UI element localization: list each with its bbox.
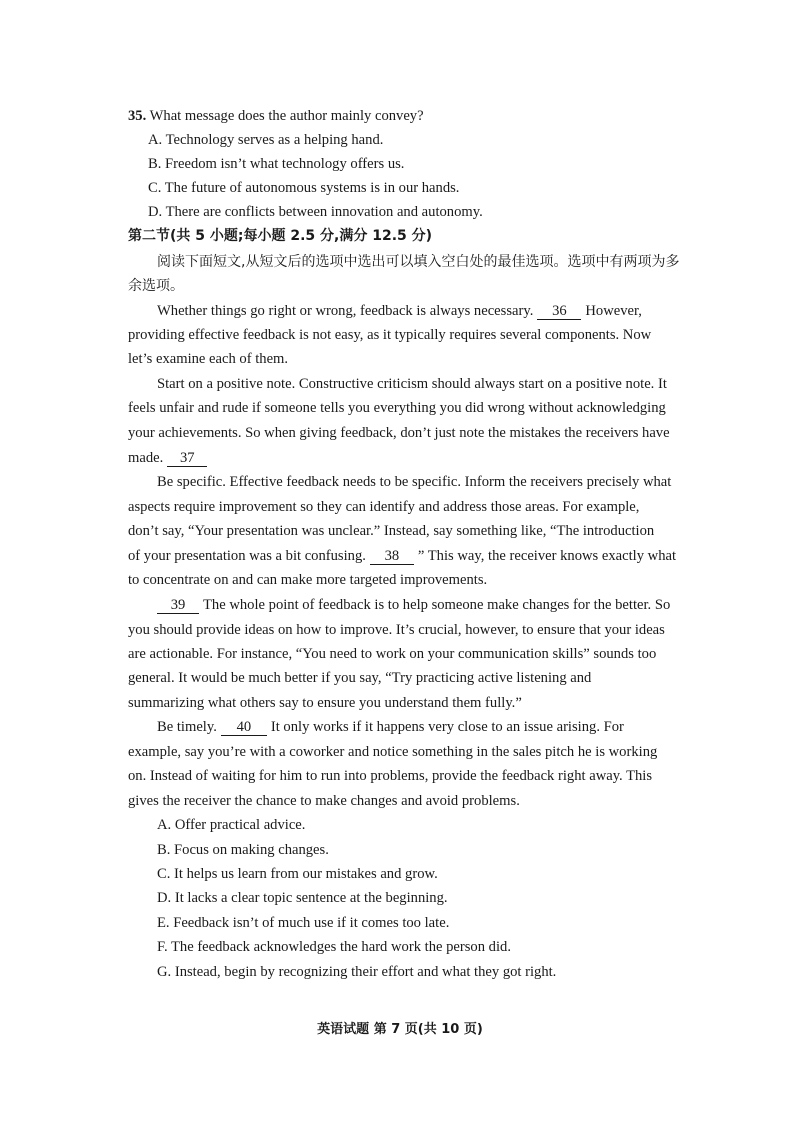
passage-text: Whether things go right or wrong, feedback is always necessary. bbox=[157, 303, 534, 319]
question-stem: What message does the author mainly convey? bbox=[146, 108, 424, 124]
option-d: D. It lacks a clear topic sentence at the beginning. bbox=[157, 890, 448, 906]
passage-p5-line2: example, say you’re with a coworker and notice something in the sales pitch he is working bbox=[128, 744, 658, 760]
blank-36: 36 bbox=[537, 303, 581, 320]
passage-p4-line4: general. It would be much better if you say, “Try practicing active listening and bbox=[128, 670, 592, 686]
passage-text: Be timely. bbox=[157, 719, 217, 735]
passage-p1-line2: providing effective feedback is not easy, as it typically requires several components. Now bbox=[128, 327, 652, 343]
section-instructions-line2: 余选项。 bbox=[128, 278, 184, 294]
blank-40: 40 bbox=[221, 719, 267, 736]
page-footer: 英语试题 第 7 页(共 10 页) bbox=[317, 1022, 483, 1037]
passage-p3-line2: aspects require improvement so they can identify and address those areas. For example, bbox=[128, 499, 640, 515]
blank-37: 37 bbox=[167, 450, 207, 467]
passage-p5-line3: on. Instead of waiting for him to run into problems, provide the feedback right away. This bbox=[128, 768, 653, 784]
option-g: G. Instead, begin by recognizing their effort and what they got right. bbox=[157, 964, 557, 980]
passage-text: However, bbox=[585, 303, 642, 319]
option-b: B. Focus on making changes. bbox=[157, 842, 329, 858]
passage-p3-line5: to concentrate on and can make more targeted improvements. bbox=[128, 572, 488, 588]
passage-p5-line1 bbox=[157, 717, 624, 737]
section-instructions-line1: 阅读下面短文,从短文后的选项中选出可以填入空白处的最佳选项。选项中有两项为多 bbox=[157, 254, 680, 270]
option-e: E. Feedback isn’t of much use if it comes too late. bbox=[157, 915, 450, 931]
question-35 bbox=[128, 106, 424, 126]
section-heading: 第二节(共 5 小题;每小题 2.5 分,满分 12.5 分) bbox=[128, 228, 433, 244]
passage-p2-line3: your achievements. So when giving feedback, don’t just note the mistakes the receivers have bbox=[128, 425, 670, 441]
passage-text: ” This way, the receiver knows exactly what bbox=[417, 548, 677, 564]
passage-p3-line4 bbox=[128, 546, 676, 566]
passage-text: It only works if it happens very close to an issue arising. For bbox=[270, 719, 624, 735]
blank-38: 38 bbox=[370, 548, 414, 565]
passage-p1-line1 bbox=[157, 301, 642, 321]
blank-39: 39 bbox=[157, 597, 199, 614]
passage-p5-line4: gives the receiver the chance to make changes and avoid problems. bbox=[128, 793, 520, 809]
passage-p4-line5: summarizing what others say to ensure you understand them fully.” bbox=[128, 695, 522, 711]
passage-p2-line1: Start on a positive note. Constructive criticism should always start on a positive note. It bbox=[157, 376, 667, 392]
passage-p4-line1 bbox=[157, 595, 670, 615]
passage-text: of your presentation was a bit confusing. bbox=[128, 548, 366, 564]
passage-text: made. bbox=[128, 450, 164, 466]
q35-option-b: B. Freedom isn’t what technology offers us. bbox=[148, 156, 405, 172]
passage-p4-line3: are actionable. For instance, “You need to work on your communication skills” sounds too bbox=[128, 646, 657, 662]
passage-p2-line4 bbox=[128, 448, 211, 468]
q35-option-d: D. There are conflicts between innovation and autonomy. bbox=[148, 204, 483, 220]
passage-p1-line3: let’s examine each of them. bbox=[128, 351, 289, 367]
q35-option-a: A. Technology serves as a helping hand. bbox=[148, 132, 384, 148]
question-number: 35. bbox=[128, 108, 147, 124]
passage-p2-line2: feels unfair and rude if someone tells you everything you did wrong without acknowledging bbox=[128, 400, 666, 416]
passage-text: The whole point of feedback is to help someone make changes for the better. So bbox=[203, 597, 671, 613]
passage-p4-line2: you should provide ideas on how to improve. It’s crucial, however, to ensure that your ideas bbox=[128, 622, 665, 638]
option-a: A. Offer practical advice. bbox=[157, 817, 306, 833]
q35-option-c: C. The future of autonomous systems is in our hands. bbox=[148, 180, 460, 196]
passage-p3-line1: Be specific. Effective feedback needs to be specific. Inform the receivers precisely what bbox=[157, 474, 672, 490]
option-c: C. It helps us learn from our mistakes and grow. bbox=[157, 866, 438, 882]
passage-p3-line3: don’t say, “Your presentation was unclear.” Instead, say something like, “The introduction bbox=[128, 523, 655, 539]
option-f: F. The feedback acknowledges the hard work the person did. bbox=[157, 939, 511, 955]
